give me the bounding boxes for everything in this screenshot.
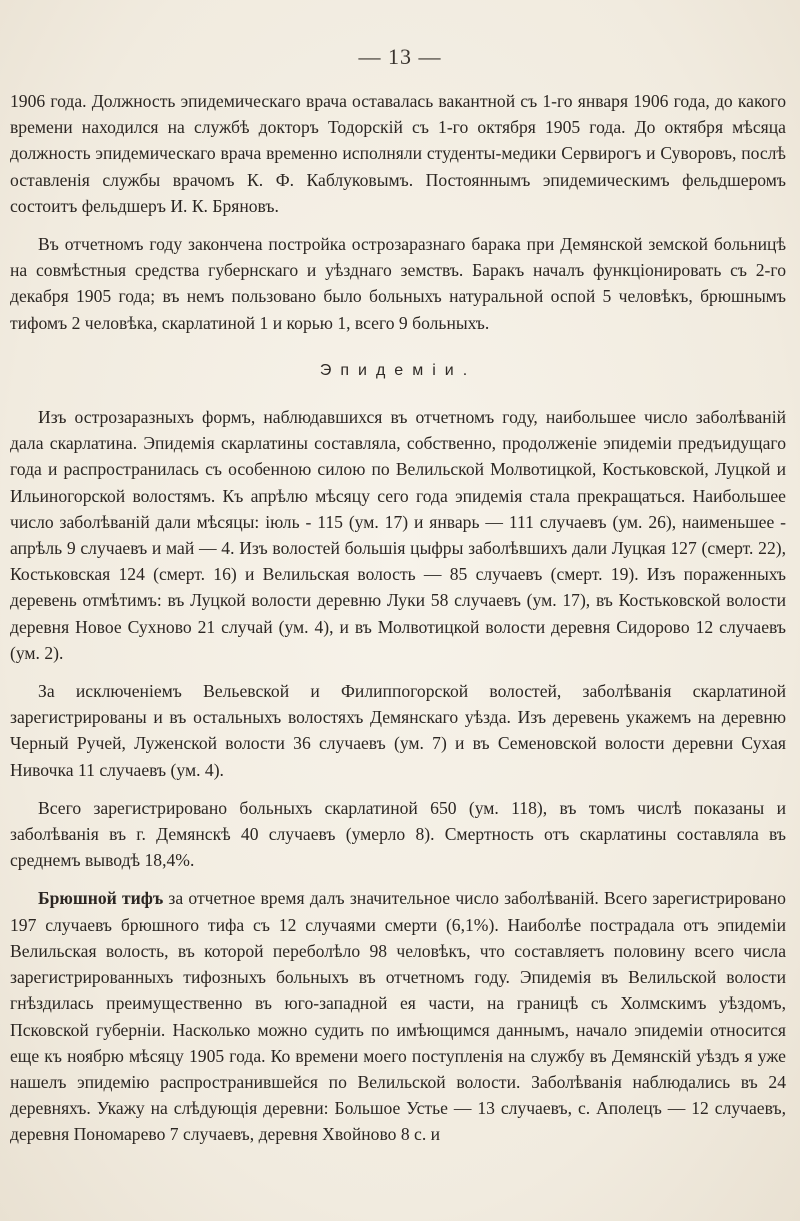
paragraph-lead-bold: Брюшной тифъ [38, 888, 164, 909]
paragraph-text: 1906 года. Должность эпидемическаго врача оставалась вакантной съ 1-го января 1906 года, до какого времени находился на службѣ докторъ Тодорскій съ 1-го октября 1905 года. До октября мѣсяца должность эпидемическаго врача временно исполняли студенты-медики Сервирогъ и Суворовъ, послѣ оставленія службы врачомъ К. Ф. Каблуковымъ. Постояннымъ эпидемическимъ фельдшеромъ состоитъ фельдшеръ И. К. Бряновъ. [10, 91, 786, 216]
section-heading-epidemics: Эпидеміи. [319, 361, 477, 379]
paragraph-staffing [10, 88, 786, 219]
paragraph-text: За исключеніемъ Вельевской и Филиппогорской волостей, заболѣванія скарлатиной зарегистрированы и въ остальныхъ волостяхъ Демянскаго уѣзда. Изъ деревень укажемъ на деревню Черный Ручей, Луженской волости 36 случаевъ (ум. 7) и въ Семеновской волости деревни Сухая Нивочка 11 случаевъ (ум. 4). [10, 681, 786, 780]
paragraph-scarlatina-volosts [10, 678, 786, 783]
paragraph-text: Въ отчетномъ году закончена постройка острозаразнаго барака при Демянской земской больницѣ на совмѣстныя средства губернскаго и уѣзднаго земствъ. Баракъ началъ функціонировать съ 2-го декабря 1905 года; въ немъ пользовано было больныхъ натуральной оспой 5 человѣкъ, брюшнымъ тифомъ 2 человѣка, скарлатиной 1 и корью 1, всего 9 больныхъ. [10, 234, 786, 333]
paragraph-scarlatina-total [10, 795, 786, 874]
paragraph-text: Изъ острозаразныхъ формъ, наблюдавшихся въ отчетномъ году, наибольшее число заболѣваній дала скарлатина. Эпидемія скарлатины составляла, собственно, продолженіе эпидеміи предъидущаго года и распространилась съ особенною силою по Велильской Молвотицкой, Костьковской, Луцкой и Ильиногорской волостямъ. Къ апрѣлю мѣсяцу сего года эпидемія стала прекращаться. Наибольшее число заболѣваній дали мѣсяцы: іюль - 115 (ум. 17) и январь — 111 случаевъ (ум. 26), наименьшее - апрѣль 9 случаевъ и май — 4. Изъ волостей большія цыфры заболѣвшихъ дали Луцкая 127 (смерт. 22), Костьковская 124 (смерт. 16) и Велильская волость — 85 случаевъ (смерт. 19). Изъ пораженныхъ деревень отмѣтимъ: въ Луцкой волости деревню Луки 58 случаевъ (ум. 17), въ Костьковской волости деревня Новое Сухново 21 случай (ум. 4), и въ Молвотицкой волости деревня Сидорово 12 случаевъ (ум. 2). [10, 407, 786, 663]
paragraph-text: за отчетное время далъ значительное число заболѣваній. Всего зарегистрировано 197 случаевъ брюшного тифа съ 12 случаями смерти (6,1%). Наиболѣе пострадала отъ эпидеміи Велильская волость, въ которой переболѣло 98 человѣкъ, что составляетъ половину всего числа зарегистрированныхъ тифозныхъ больныхъ въ отчетномъ году. Эпидемія въ Велильской волости гнѣздилась преимущественно въ юго-западной ея части, на границѣ съ Холмскимъ уѣздомъ, Псковской губерніи. Насколько можно судить по имѣющимся даннымъ, начало эпидеміи относится еще къ ноябрю мѣсяцу 1905 года. Ко времени моего поступленія на службу въ Демянскій уѣздъ я уже нашелъ эпидемію распространившейся по Велильской волости. Заболѣванія наблюдались въ 24 деревняхъ. Укажу на слѣдующія деревни: Большое Устье — 13 случаевъ, с. Аполецъ — 12 случаевъ, деревня Пономарево 7 случаевъ, деревня Хвойново 8 с. и [10, 888, 786, 1145]
page-number: — 13 — [358, 44, 442, 69]
paragraph-barrack [10, 231, 786, 336]
paragraph-scarlatina [10, 404, 786, 666]
document-body [10, 88, 786, 1160]
paragraph-text: Всего зарегистрировано больныхъ скарлатиной 650 (ум. 118), въ томъ числѣ показаны и заболѣванія въ г. Демянскѣ 40 случаевъ (умерло 8). Смертность отъ скарлатины составляла въ среднемъ выводѣ 18,4%. [10, 797, 786, 871]
paragraph-typhoid [10, 885, 786, 1147]
